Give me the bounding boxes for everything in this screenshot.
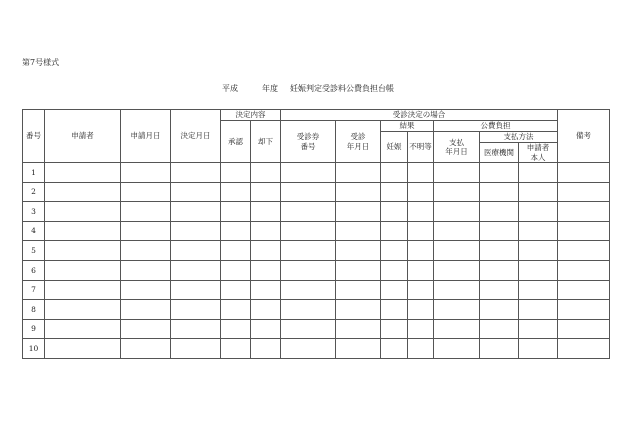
- table-row: [23, 241, 610, 261]
- table-cell: [408, 202, 434, 222]
- header-applicant: 申請者: [45, 110, 121, 163]
- table-cell: [480, 339, 519, 359]
- table-cell: [434, 221, 480, 241]
- header-decision-date: 決定月日: [171, 110, 221, 163]
- table-cell: [381, 339, 408, 359]
- table-cell: [251, 163, 281, 183]
- table-cell: [281, 319, 336, 339]
- table-cell: [434, 300, 480, 320]
- table-cell: [45, 221, 121, 241]
- table-cell: [251, 300, 281, 320]
- table-cell: [381, 182, 408, 202]
- table-cell: [558, 163, 610, 183]
- table-cell: [558, 202, 610, 222]
- table-cell: [251, 182, 281, 202]
- table-cell: [408, 319, 434, 339]
- table-cell: [434, 280, 480, 300]
- row-number: 10: [23, 339, 45, 359]
- table-cell: [171, 300, 221, 320]
- table-cell: [519, 339, 558, 359]
- table-cell: [171, 163, 221, 183]
- table-cell: [121, 202, 171, 222]
- row-number: 7: [23, 280, 45, 300]
- table-cell: [45, 260, 121, 280]
- table-cell: [434, 163, 480, 183]
- table-cell: [221, 339, 251, 359]
- table-cell: [381, 221, 408, 241]
- header-public-burden: 公費負担: [434, 121, 558, 132]
- table-cell: [519, 300, 558, 320]
- table-cell: [171, 221, 221, 241]
- table-cell: [45, 300, 121, 320]
- table-cell: [434, 260, 480, 280]
- table-cell: [558, 300, 610, 320]
- table-row: [23, 163, 610, 183]
- row-number: 5: [23, 241, 45, 261]
- table-cell: [434, 241, 480, 261]
- table-cell: [171, 319, 221, 339]
- table-cell: [45, 319, 121, 339]
- table-cell: [408, 163, 434, 183]
- table-cell: [480, 319, 519, 339]
- table-cell: [251, 241, 281, 261]
- header-payment-method: 支払方法: [480, 132, 558, 143]
- header-payment-date: 支払 年月日: [434, 132, 480, 163]
- table-cell: [558, 182, 610, 202]
- table-cell: [336, 182, 381, 202]
- table-cell: [519, 241, 558, 261]
- ledger-table: [22, 109, 610, 359]
- table-cell: [336, 202, 381, 222]
- table-cell: [251, 339, 281, 359]
- table-cell: [121, 339, 171, 359]
- table-cell: [519, 221, 558, 241]
- table-cell: [45, 241, 121, 261]
- table-cell: [251, 202, 281, 222]
- table-cell: [558, 280, 610, 300]
- table-cell: [519, 260, 558, 280]
- table-cell: [121, 163, 171, 183]
- table-cell: [408, 260, 434, 280]
- table-cell: [336, 280, 381, 300]
- row-number: 9: [23, 319, 45, 339]
- header-unknown: 不明等: [408, 132, 434, 163]
- table-cell: [480, 182, 519, 202]
- table-cell: [45, 339, 121, 359]
- header-application-date: 申請月日: [121, 110, 171, 163]
- table-cell: [480, 202, 519, 222]
- table-cell: [221, 319, 251, 339]
- table-cell: [519, 163, 558, 183]
- table-cell: [558, 221, 610, 241]
- table-cell: [381, 319, 408, 339]
- table-cell: [480, 280, 519, 300]
- header-remarks: 備考: [558, 110, 610, 163]
- table-cell: [381, 163, 408, 183]
- table-cell: [434, 319, 480, 339]
- table-cell: [381, 202, 408, 222]
- table-cell: [281, 339, 336, 359]
- table-row: [23, 280, 610, 300]
- table-cell: [408, 339, 434, 359]
- table-cell: [519, 319, 558, 339]
- table-cell: [336, 300, 381, 320]
- table-cell: [336, 339, 381, 359]
- table-row: [23, 300, 610, 320]
- table-cell: [221, 280, 251, 300]
- row-number: 8: [23, 300, 45, 320]
- table-cell: [336, 319, 381, 339]
- table-cell: [336, 241, 381, 261]
- table-cell: [434, 182, 480, 202]
- table-cell: [408, 221, 434, 241]
- table-cell: [281, 221, 336, 241]
- table-cell: [558, 260, 610, 280]
- table-cell: [281, 260, 336, 280]
- table-cell: [45, 182, 121, 202]
- table-cell: [171, 202, 221, 222]
- row-number: 6: [23, 260, 45, 280]
- table-cell: [381, 241, 408, 261]
- table-cell: [434, 339, 480, 359]
- table-cell: [251, 280, 281, 300]
- table-row: [23, 182, 610, 202]
- table-cell: [221, 300, 251, 320]
- table-cell: [519, 202, 558, 222]
- table-cell: [434, 202, 480, 222]
- table-cell: [408, 241, 434, 261]
- header-number: 番号: [23, 110, 45, 163]
- table-cell: [519, 280, 558, 300]
- table-row: [23, 319, 610, 339]
- table-cell: [171, 241, 221, 261]
- table-cell: [381, 300, 408, 320]
- table-cell: [519, 182, 558, 202]
- table-cell: [251, 260, 281, 280]
- header-visit-date: 受診 年月日: [336, 121, 381, 163]
- fiscal-year-label: 年度: [262, 84, 278, 93]
- header-ticket-number: 受診券 番号: [281, 121, 336, 163]
- table-cell: [336, 260, 381, 280]
- table-cell: [221, 221, 251, 241]
- table-cell: [221, 260, 251, 280]
- header-after-decision: 受診決定の場合: [281, 110, 558, 121]
- row-number: 1: [23, 163, 45, 183]
- table-cell: [336, 163, 381, 183]
- row-number: 3: [23, 202, 45, 222]
- table-cell: [221, 202, 251, 222]
- table-cell: [121, 260, 171, 280]
- header-rejection: 却下: [251, 121, 281, 163]
- era-label: 平成: [222, 84, 238, 93]
- table-cell: [381, 280, 408, 300]
- header-result: 結果: [381, 121, 434, 132]
- table-cell: [121, 319, 171, 339]
- table-cell: [45, 163, 121, 183]
- form-number: 第7号様式: [22, 58, 60, 67]
- table-row: [23, 339, 610, 359]
- table-cell: [281, 163, 336, 183]
- table-cell: [381, 260, 408, 280]
- table-row: [23, 260, 610, 280]
- table-cell: [171, 280, 221, 300]
- table-cell: [121, 221, 171, 241]
- table-cell: [281, 182, 336, 202]
- table-cell: [251, 319, 281, 339]
- table-cell: [558, 339, 610, 359]
- table-cell: [221, 241, 251, 261]
- table-cell: [558, 319, 610, 339]
- table-cell: [171, 339, 221, 359]
- table-cell: [480, 241, 519, 261]
- table-cell: [281, 202, 336, 222]
- table-cell: [45, 280, 121, 300]
- table-cell: [281, 241, 336, 261]
- table-cell: [121, 300, 171, 320]
- table-cell: [480, 260, 519, 280]
- row-number: 2: [23, 182, 45, 202]
- table-cell: [251, 221, 281, 241]
- table-row: [23, 221, 610, 241]
- header-medical-institution: 医療機関: [480, 143, 519, 163]
- table-cell: [45, 202, 121, 222]
- table-cell: [121, 182, 171, 202]
- table-cell: [281, 280, 336, 300]
- header-approval: 承認: [221, 121, 251, 163]
- table-cell: [408, 280, 434, 300]
- header-pregnant: 妊娠: [381, 132, 408, 163]
- table-cell: [121, 241, 171, 261]
- table-cell: [480, 221, 519, 241]
- table-cell: [171, 182, 221, 202]
- row-number: 4: [23, 221, 45, 241]
- table-cell: [121, 280, 171, 300]
- table-cell: [408, 300, 434, 320]
- table-cell: [408, 182, 434, 202]
- table-cell: [221, 182, 251, 202]
- table-cell: [221, 163, 251, 183]
- table-cell: [480, 163, 519, 183]
- table-cell: [281, 300, 336, 320]
- table-row: [23, 202, 610, 222]
- header-applicant-self: 申請者 本人: [519, 143, 558, 163]
- header-decision-content: 決定内容: [221, 110, 281, 121]
- table-cell: [480, 300, 519, 320]
- table-cell: [336, 221, 381, 241]
- table-cell: [171, 260, 221, 280]
- table-cell: [558, 241, 610, 261]
- ledger-title: 妊娠判定受診料公費負担台帳: [290, 84, 394, 93]
